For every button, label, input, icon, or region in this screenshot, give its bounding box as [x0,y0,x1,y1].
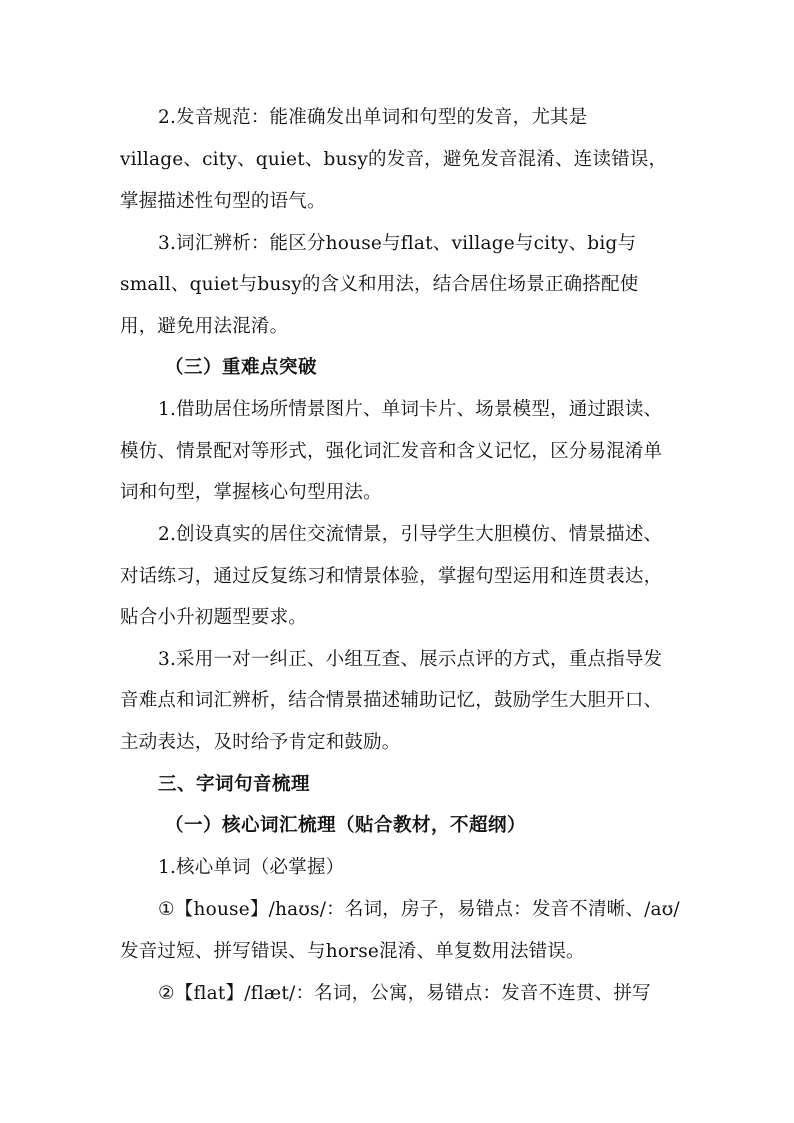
paragraph-line: 2.发音规范：能准确发出单词和句型的发音，尤其是 [158,107,588,128]
paragraph-line: 音难点和词汇辨析，结合情景描述辅助记忆，鼓励学生大胆开口、 [120,690,663,711]
paragraph-line: ②【flat】/flæt/：名词，公寓，易错点：发音不连贯、拼写 [158,983,651,1004]
paragraph-line: 模仿、情景配对等形式，强化词汇发音和含义记忆，区分易混淆单 [120,441,663,462]
paragraph-line: 词和句型，掌握核心句型用法。 [120,482,382,503]
paragraph-line: 3.采用一对一纠正、小组互查、展示点评的方式，重点指导发 [158,649,663,670]
section-heading: 三、字词句音梳理 [158,774,311,795]
section-subheading: （三）重难点突破 [165,357,318,378]
paragraph-line: 贴合小升初题型要求。 [120,607,308,628]
paragraph-line: 对话练习，通过反复练习和情景体验，掌握句型运用和连贯表达， [120,566,663,587]
paragraph-line: ①【house】/haʊs/：名词，房子，易错点：发音不清晰、/aʊ/ [158,899,680,920]
paragraph-line: 1.借助居住场所情景图片、单词卡片、场景模型，通过跟读、 [158,399,663,420]
paragraph-line: 掌握描述性句型的语气。 [120,191,326,212]
paragraph-line: 主动表达，及时给予肯定和鼓励。 [120,732,401,753]
paragraph-line: 2.创设真实的居住交流情景，引导学生大胆模仿、情景描述、 [158,524,663,545]
paragraph-line: 3.词汇辨析：能区分house与flat、village与city、big与 [158,233,637,254]
paragraph-line: 用，避免用法混淆。 [120,316,289,337]
paragraph-line: village、city、quiet、busy的发音，避免发音混淆、连读错误， [120,149,668,170]
section-subheading: （一）核心词汇梳理（贴合教材，不超纲） [165,815,527,836]
paragraph-line: small、quiet与busy的含义和用法，结合居住场景正确搭配使 [120,274,639,295]
paragraph-line: 1.核心单词（必掌握） [158,857,345,878]
paragraph-line: 发音过短、拼写错误、与horse混淆、单复数用法错误。 [120,941,585,962]
